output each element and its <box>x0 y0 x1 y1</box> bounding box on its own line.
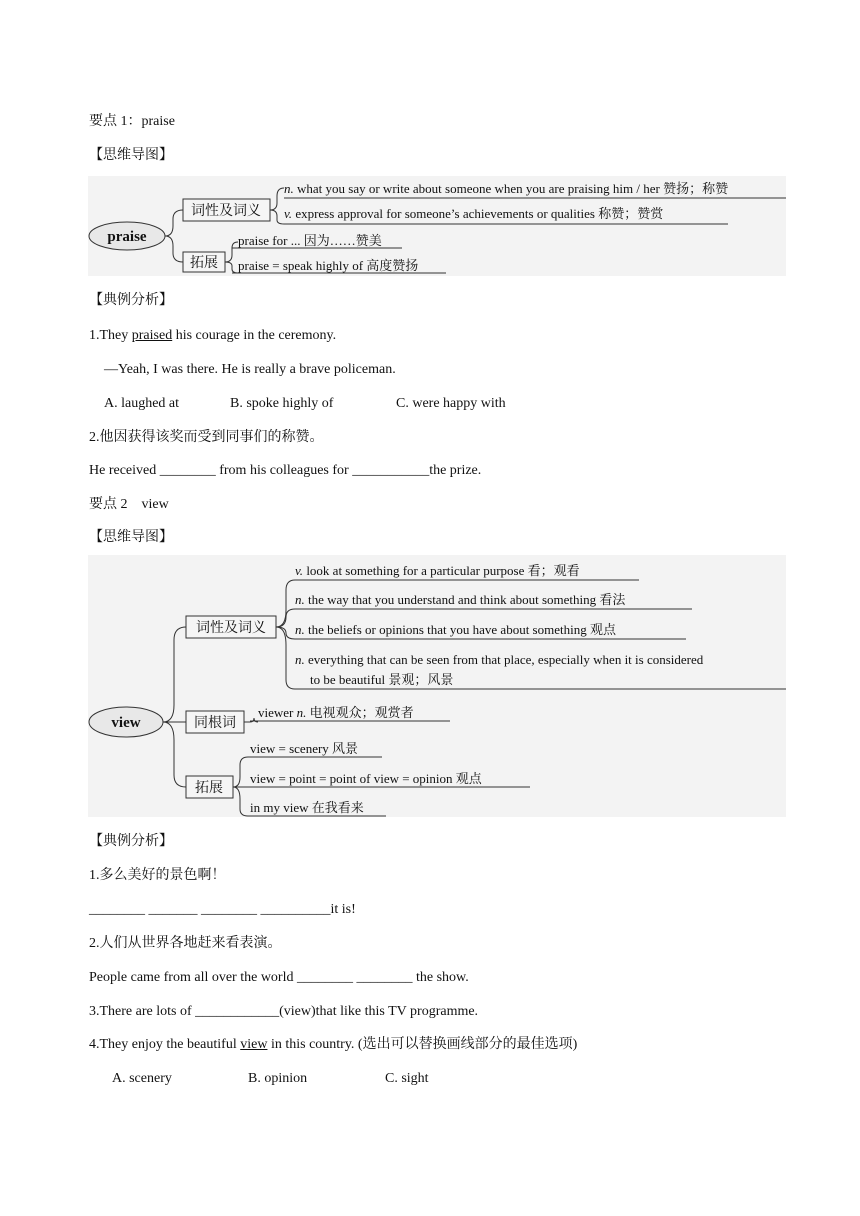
view-noun-definition-continued: to be beautiful 景观；风景 <box>310 672 454 687</box>
mindmap-root-label: view <box>111 715 141 731</box>
branch-pos-meaning-label: 词性及词义 <box>196 620 266 636</box>
view-extension-item: view = point = point of view = opinion 观点 <box>250 771 482 786</box>
s2-option-b: B. opinion <box>248 1071 308 1086</box>
mindmap-root-label: praise <box>107 229 147 245</box>
s1-option-c: C. were happy with <box>396 396 506 411</box>
s2-question-1-chinese: 1.多么美好的景色啊！ <box>89 868 226 883</box>
praise-mindmap <box>88 176 786 276</box>
branch-extension-label: 拓展 <box>195 780 223 796</box>
view-noun-definition: n. the beliefs or opinions that you have about something 观点 <box>295 622 616 637</box>
view-mindmap <box>88 555 786 817</box>
view-noun-definition: n. everything that can be seen from that place, especially when it is considered <box>295 652 704 667</box>
praise-noun-definition: n. what you say or write about someone when you are praising him / her 赞扬；称赞 <box>284 181 729 196</box>
underlined-word: praised <box>131 328 173 343</box>
underlined-word: view <box>240 1037 268 1052</box>
view-noun-definition: n. the way that you understand and think about something 看法 <box>295 592 626 607</box>
s1-question-1: 1.They praised his courage in the ceremony. <box>89 328 337 343</box>
section2-heading: 要点 2 view <box>89 497 169 512</box>
view-cognate-word: viewer n. 电视观众；观赏者 <box>258 705 414 720</box>
s1-option-b: B. spoke highly of <box>230 396 334 411</box>
s1-option-a: A. laughed at <box>104 396 180 411</box>
s1-question-2-chinese: 2.他因获得该奖而受到同事们的称赞。 <box>89 430 324 445</box>
s2-question-1-english: ________ _______ ________ __________it is! <box>89 902 356 917</box>
praise-extension-item: praise for ... 因为……赞美 <box>238 233 382 248</box>
praise-verb-definition: v. express approval for someone’s achievements or qualities 称赞；赞赏 <box>284 206 664 221</box>
branch-pos-meaning-label: 词性及词义 <box>191 203 261 219</box>
section1-mindmap-label: 【思维导图】 <box>89 148 173 163</box>
s2-question-3: 3.There are lots of ____________(view)that like this TV programme. <box>89 1004 479 1019</box>
section2-example-label: 【典例分析】 <box>89 834 173 849</box>
section1-example-label: 【典例分析】 <box>89 293 173 308</box>
s1-question-2-english: He received ________ from his colleagues for ___________the prize. <box>89 463 482 478</box>
s1-question-1-reply: —Yeah, I was there. He is really a brave policeman. <box>104 362 396 377</box>
section1-heading: 要点 1：praise <box>89 114 175 129</box>
s2-question-2-english: People came from all over the world ________ ________ the show. <box>89 970 469 985</box>
branch-extension-label: 拓展 <box>190 255 218 271</box>
praise-extension-item: praise = speak highly of 高度赞扬 <box>238 258 419 273</box>
section2-mindmap-label: 【思维导图】 <box>89 530 173 545</box>
s2-question-2-chinese: 2.人们从世界各地赶来看表演。 <box>89 936 282 951</box>
view-extension-item: view = scenery 风景 <box>250 741 359 756</box>
s2-question-4: 4.They enjoy the beautiful view in this country. (选出可以替换画线部分的最佳选项) <box>89 1037 578 1052</box>
branch-cognate-label: 同根词 <box>194 715 236 731</box>
view-extension-item: in my view 在我看来 <box>250 800 364 815</box>
s2-option-c: C. sight <box>385 1071 429 1086</box>
view-verb-definition: v. look at something for a particular purpose 看；观看 <box>295 563 580 578</box>
s2-option-a: A. scenery <box>112 1071 172 1086</box>
